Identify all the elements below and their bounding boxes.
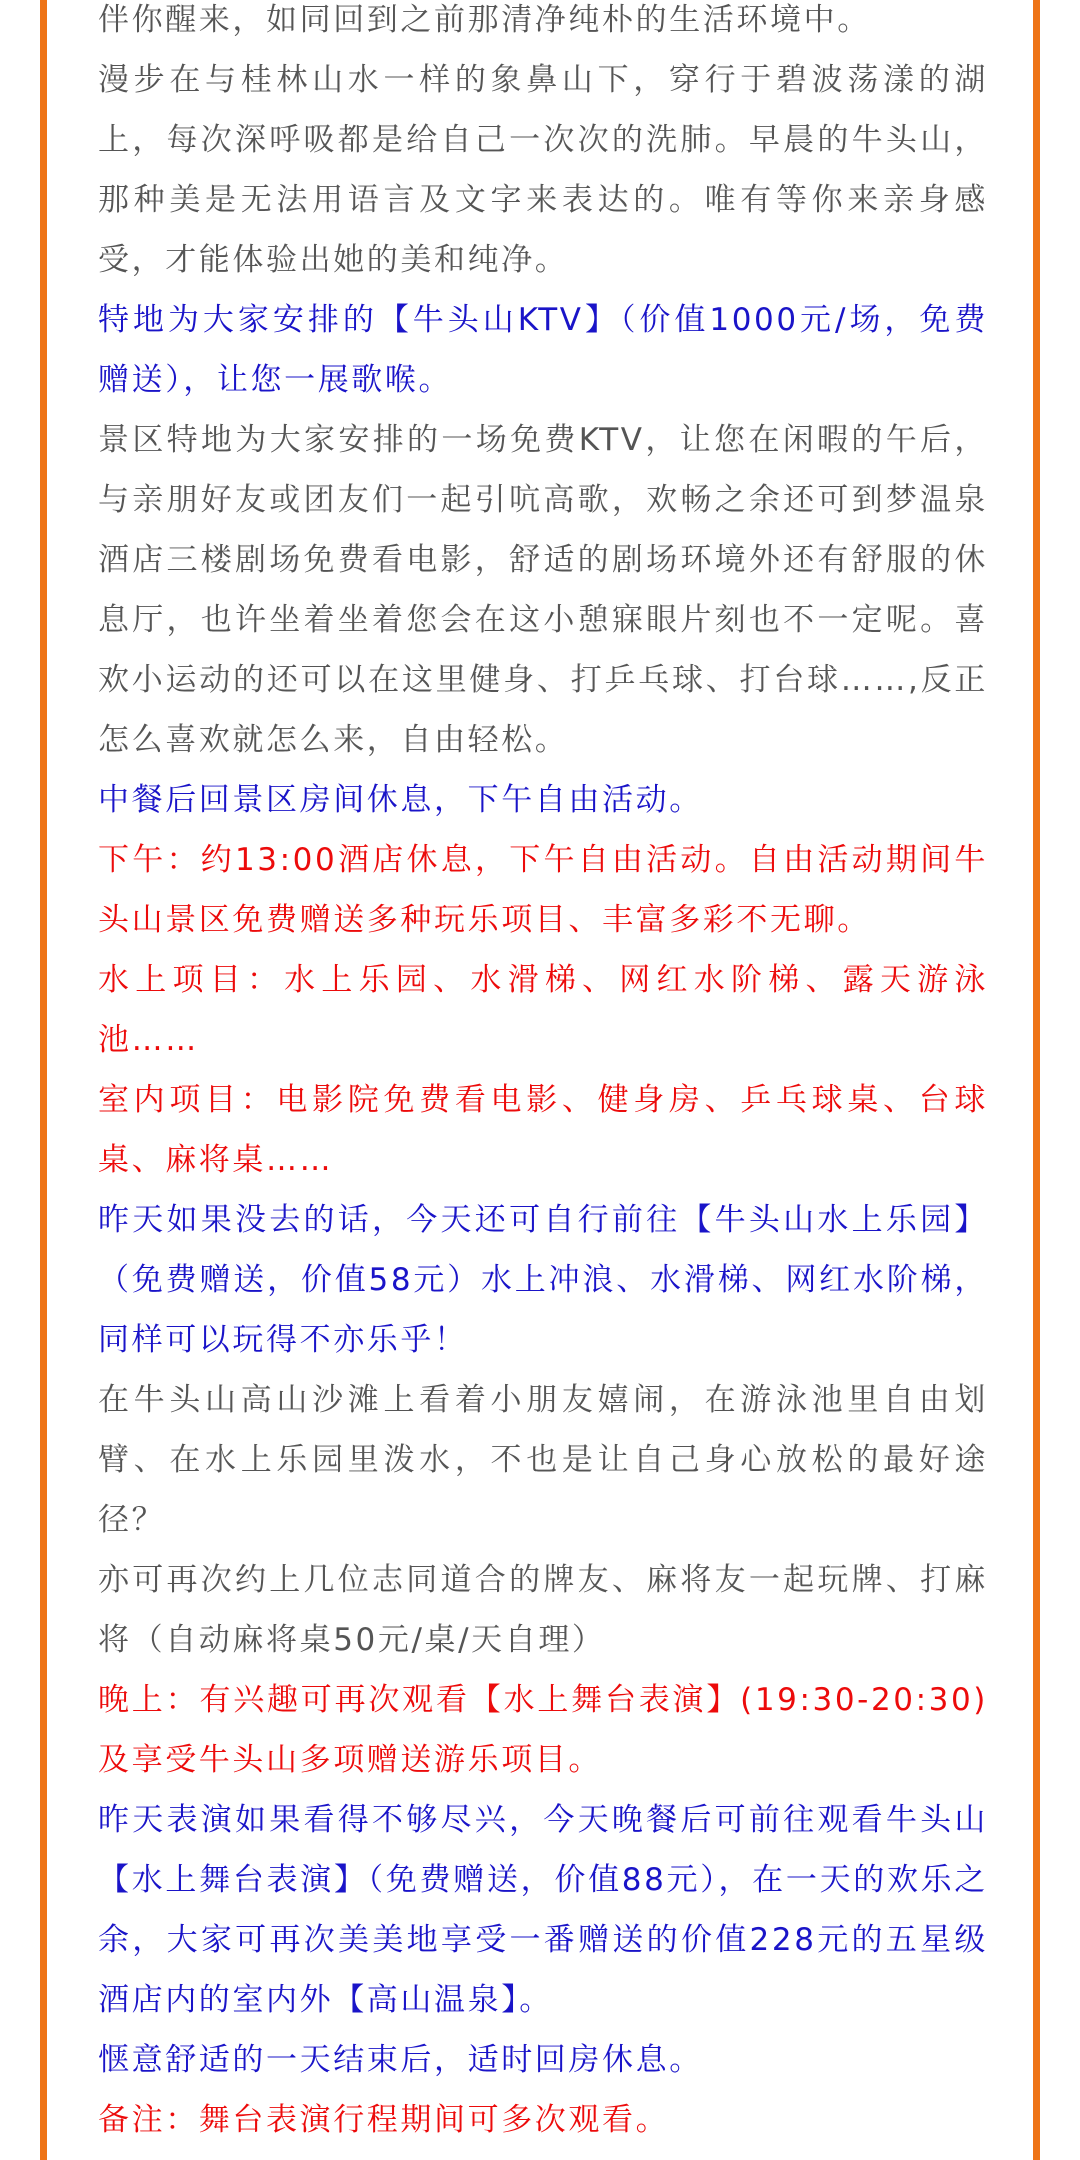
paragraph-rest: 惬意舒适的一天结束后，适时回房休息。 <box>98 2042 703 2078</box>
paragraph-evening: 晚上：有兴趣可再次观看【水上舞台表演】(19:30-20:30)及享受牛头山多项赠送游乐项目。 <box>98 1682 988 1778</box>
paragraph-indoor-items: 室内项目：电影院免费看电影、健身房、乒乓球桌、台球桌、麻将桌…… <box>98 1082 988 1178</box>
paragraph-afternoon: 下午：约13:00酒店休息，下午自由活动。自由活动期间牛头山景区免费赠送多种玩乐项目、丰富多彩不无聊。 <box>98 842 988 938</box>
paragraph-water-items: 水上项目：水上乐园、水滑梯、网红水阶梯、露天游泳池…… <box>98 962 988 1058</box>
paragraph-lunch-rest: 中餐后回景区房间休息，下午自由活动。 <box>98 782 703 818</box>
paragraph-wake-up: 伴你醒来，如同回到之前那清净纯朴的生活环境中。 <box>98 2 871 38</box>
paragraph-note: 备注：舞台表演行程期间可多次观看。 <box>98 2102 670 2138</box>
paragraph-beach: 在牛头山高山沙滩上看着小朋友嬉闹，在游泳池里自由划臂、在水上乐园里泼水，不也是让自己身心放松的最好途径？ <box>98 1382 988 1538</box>
paragraph-stage-show: 昨天表演如果看得不够尽兴，今天晚餐后可前往观看牛头山【水上舞台表演】（免费赠送，价值88元），在一天的欢乐之余，大家可再次美美地享受一番赠送的价值228元的五星级酒店内的室内外【高山温泉】。 <box>98 1802 988 2018</box>
paragraph-morning-walk: 漫步在与桂林山水一样的象鼻山下，穿行于碧波荡漾的湖上，每次深呼吸都是给自己一次次的洗肺。早晨的牛头山，那种美是无法用语言及文字来表达的。唯有等你来亲身感受，才能体验出她的美和纯净。 <box>98 62 988 278</box>
paragraph-water-park: 昨天如果没去的话，今天还可自行前往【牛头山水上乐园】（免费赠送，价值58元）水上冲浪、水滑梯、网红水阶梯，同样可以玩得不亦乐乎！ <box>98 1202 988 1358</box>
paragraph-ktv-details: 景区特地为大家安排的一场免费KTV，让您在闲暇的午后，与亲朋好友或团友们一起引吭高歌，欢畅之余还可到梦温泉酒店三楼剧场免费看电影，舒适的剧场环境外还有舒服的休息厅，也许坐着坐着您会在这小憩寐眼片刻也不一定呢。喜欢小运动的还可以在这里健身、打乒乓球、打台球……,反正怎么喜欢就怎么来，自由轻松。 <box>98 422 988 758</box>
paragraph-ktv-offer: 特地为大家安排的【牛头山KTV】（价值1000元/场，免费赠送），让您一展歌喉。 <box>98 302 988 398</box>
itinerary-text <box>98 0 988 2150</box>
paragraph-mahjong: 亦可再次约上几位志同道合的牌友、麻将友一起玩牌、打麻将（自动麻将桌50元/桌/天自理） <box>98 1562 988 1658</box>
